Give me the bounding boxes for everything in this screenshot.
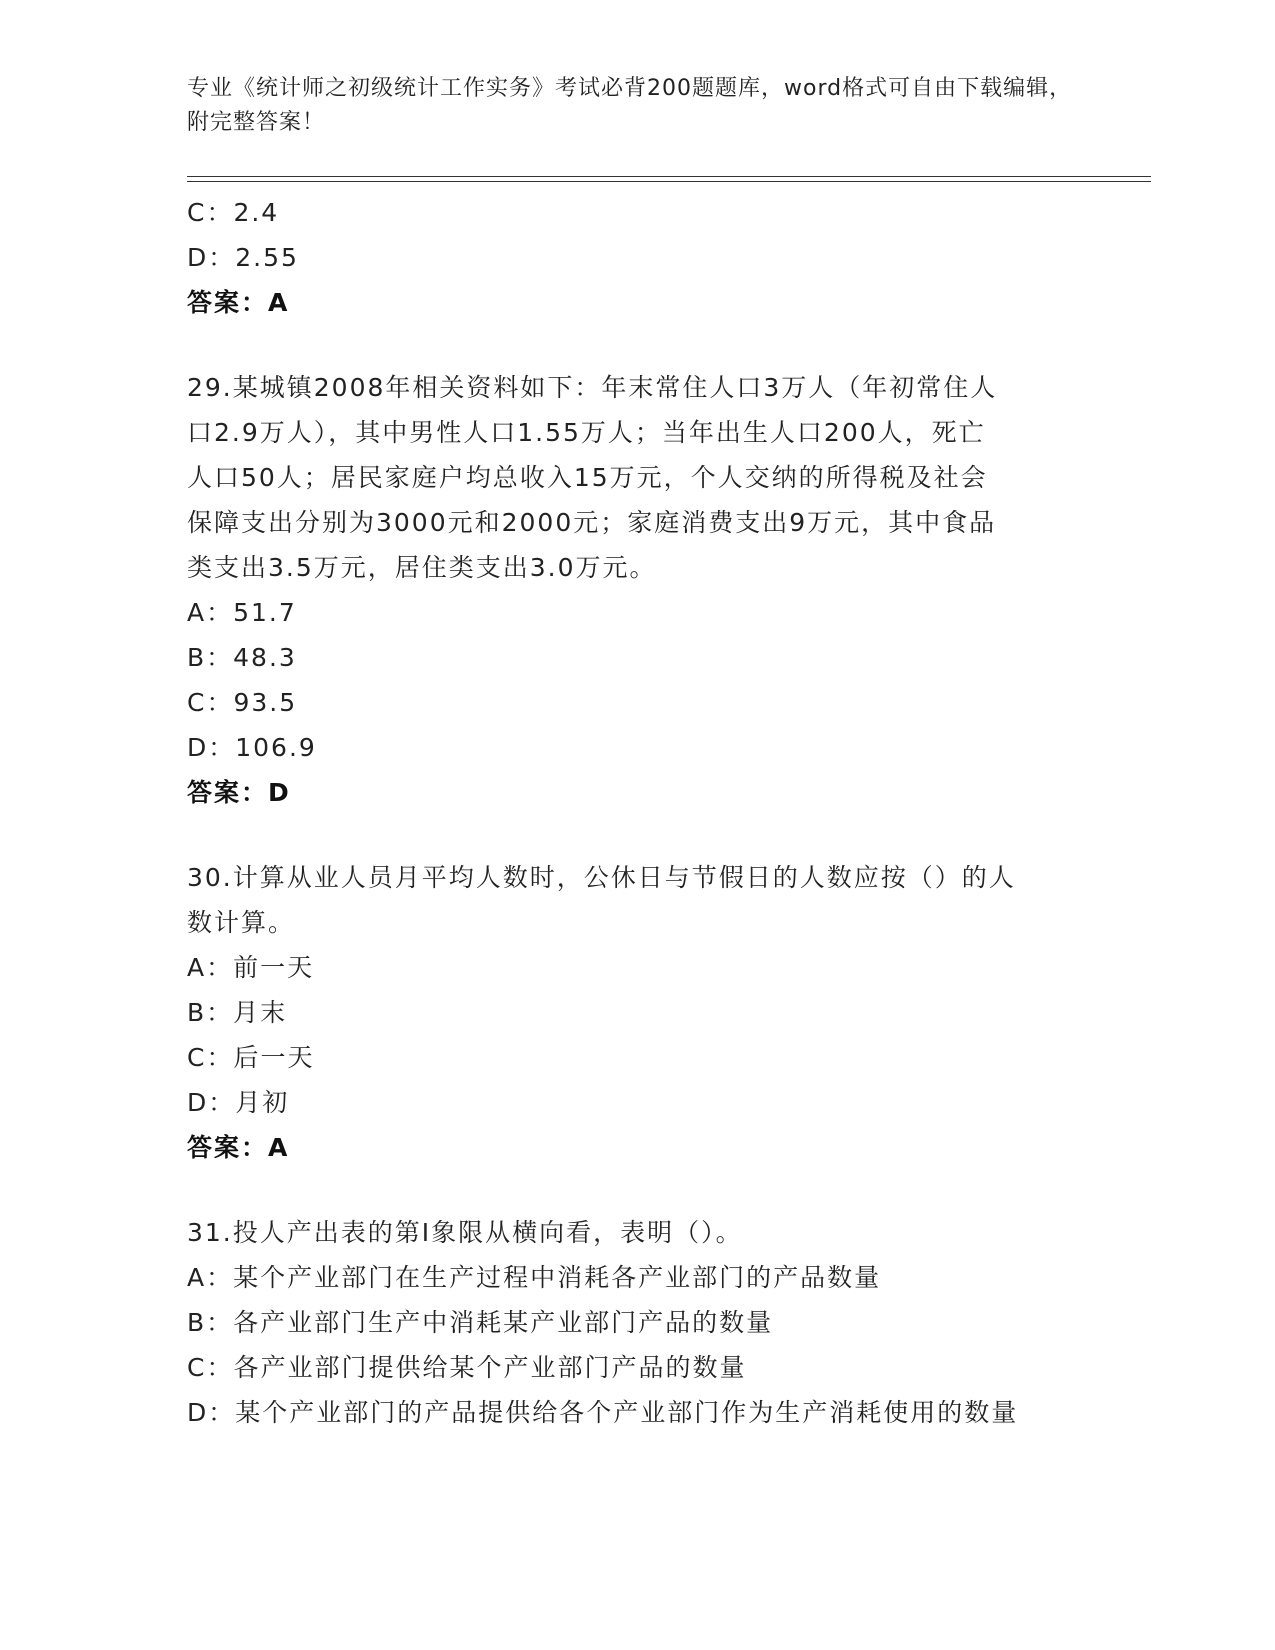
question-stem-line: 数计算。 [187,908,296,937]
option-c: C：各产业部门提供给某个产业部门产品的数量 [187,1353,747,1382]
option-b: B：各产业部门生产中消耗某产业部门产品的数量 [187,1308,774,1337]
option-c: C：93.5 [187,688,298,717]
question-31 [187,1210,1087,1435]
question-stem-line: 29.某城镇2008年相关资料如下：年末常住人口3万人（年初常住人 [187,373,998,402]
option-a: A：51.7 [187,598,297,627]
question-28-tail [187,190,1087,325]
question-30 [187,855,1087,1170]
question-stem-line: 人口50人；居民家庭户均总收入15万元，个人交纳的所得税及社会 [187,463,988,492]
question-stem-line: 保障支出分别为3000元和2000元；家庭消费支出9万元，其中食品 [187,508,997,537]
question-spacer [187,815,1087,855]
option-d: D：某个产业部门的产品提供给各个产业部门作为生产消耗使用的数量 [187,1398,1019,1427]
answer-label: 答案：A [187,288,290,317]
question-stem-line: 31.投人产出表的第Ⅰ象限从横向看，表明（）。 [187,1218,743,1247]
option-d: D：2.55 [187,243,299,272]
document-header [187,72,1087,140]
question-29 [187,365,1087,815]
question-spacer [187,1170,1087,1210]
question-list [187,190,1087,1435]
option-a: A：某个产业部门在生产过程中消耗各产业部门的产品数量 [187,1263,882,1292]
question-spacer [187,325,1087,365]
option-d: D：106.9 [187,733,317,762]
question-stem-line: 类支出3.5万元，居住类支出3.0万元。 [187,553,657,582]
option-c: C：后一天 [187,1043,315,1072]
question-stem-line: 30.计算从业人员月平均人数时，公休日与节假日的人数应按（）的人 [187,863,1016,892]
option-a: A：前一天 [187,953,315,982]
question-stem-line: 口2.9万人），其中男性人口1.55万人；当年出生人口200人，死亡 [187,418,986,447]
option-b: B：48.3 [187,643,297,672]
header-divider [187,176,1151,182]
answer-label: 答案：A [187,1133,290,1162]
document-title: 专业《统计师之初级统计工作实务》考试必背200题题库，word格式可自由下载编辑，附完整答案！ [187,76,1073,135]
option-c: C：2.4 [187,198,280,227]
option-b: B：月末 [187,998,288,1027]
answer-label: 答案：D [187,778,291,807]
option-d: D：月初 [187,1088,290,1117]
